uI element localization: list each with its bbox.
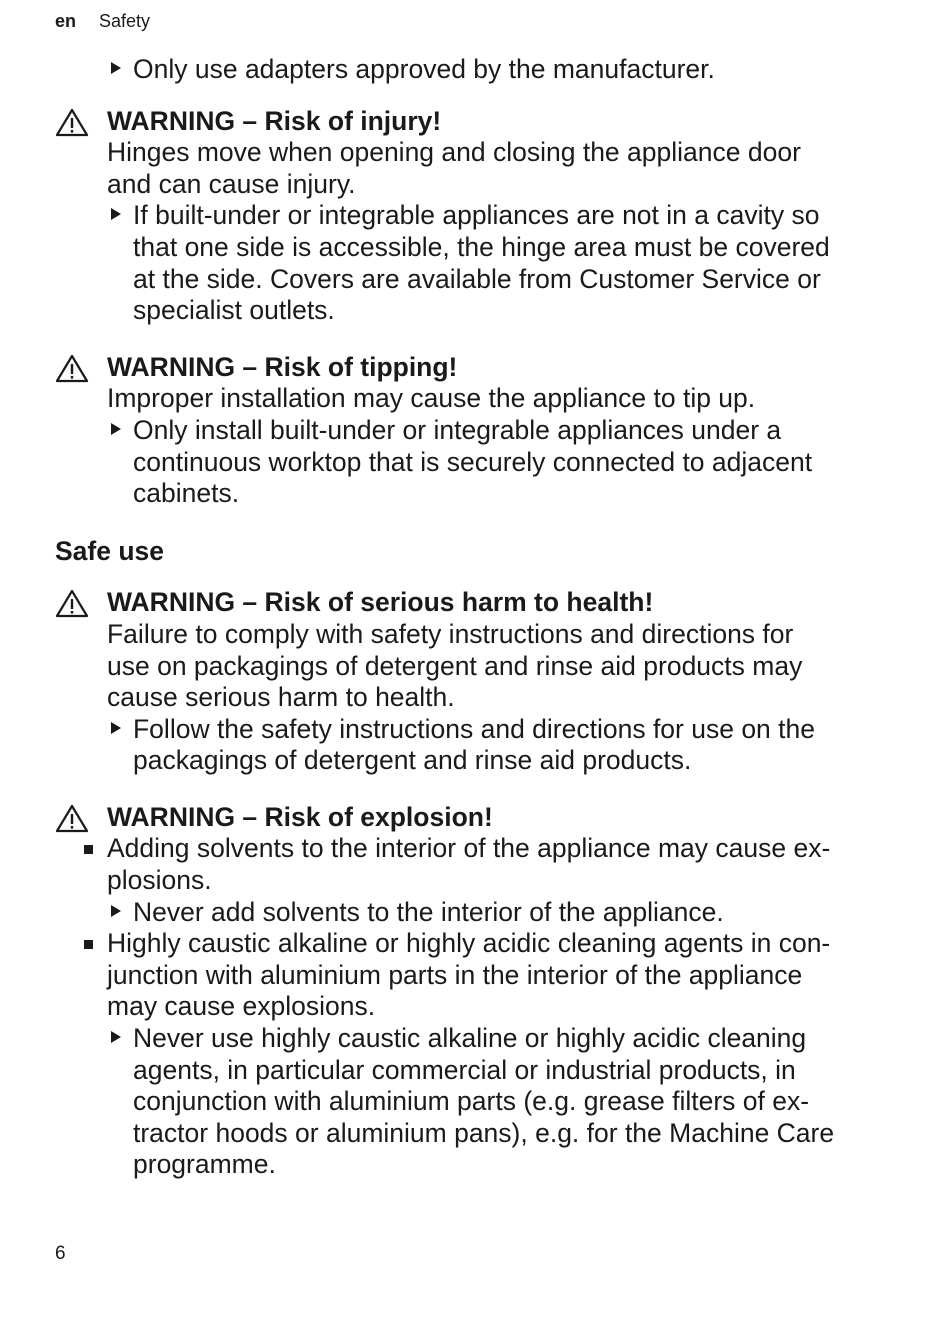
arrow-icon [111,1031,121,1043]
section-name: Safety [99,11,151,31]
page-number: 6 [55,1243,66,1264]
page-header [55,9,150,33]
instruction-step [55,54,900,86]
warning-text: Hinges move when opening and closing the appliance door and can cause injury. [107,137,801,199]
bullet-item: Highly caustic alkaline or highly acidic cleaning agents in con- junction with aluminium parts in the interior of the appliance may cause explosions. [55,928,900,1023]
arrow-icon [111,722,121,734]
arrow-icon [111,62,121,74]
document-body [55,54,900,1181]
instruction-step: Follow the safety instructions and directions for use on the packagings of detergent and rinse aid products. [107,714,900,777]
language-code: en [55,11,77,31]
warning-triangle-icon [55,107,89,137]
warning-triangle-icon [55,588,89,618]
bullet-square-icon [84,845,93,854]
bullet-square-icon [84,940,93,949]
arrow-icon [111,208,121,220]
warning-block [55,587,900,777]
section-heading: Safe use [55,535,165,566]
warning-body [55,383,900,509]
instruction-step: Only install built-under or integrable appliances under a continuous worktop that is securely connected to adjacent cabinets. [107,415,900,510]
warning-triangle-icon [55,353,89,383]
instruction-step: If built-under or integrable appliances are not in a cavity so that one side is accessible, the hinge area must be covered at the side. Covers are available from Customer Service or specialist outlets. [107,200,900,326]
instruction-step: Never add solvents to the interior of the appliance. [55,897,900,929]
warning-title: WARNING – Risk of serious harm to health! [55,587,900,619]
warning-block [55,802,900,1181]
warning-title: WARNING – Risk of injury! [55,106,900,138]
instruction-step: Never use highly caustic alkaline or highly acidic cleaning agents, in particular commercial or industrial products, in conjunction with aluminium parts (e.g. grease filters of ex- tractor hoods or aluminium pans), e.g. for the Machine Care programme. [55,1023,900,1181]
arrow-icon [111,423,121,435]
step-text: Only use adapters approved by the manufacturer. [133,54,715,84]
bullet-item: Adding solvents to the interior of the appliance may cause ex- plosions. [55,833,900,896]
arrow-icon [111,905,121,917]
warning-block [55,106,900,327]
warning-text: Improper installation may cause the appliance to tip up. [107,383,756,414]
warning-block [55,352,900,510]
warning-title: WARNING – Risk of tipping! [55,352,900,384]
warning-body [55,137,900,327]
warning-triangle-icon [55,803,89,833]
warning-title: WARNING – Risk of explosion! [55,802,900,834]
warning-body [55,619,900,777]
warning-text: Failure to comply with safety instructions and directions for use on packagings of detergent and rinse aid products may cause serious harm to health. [107,618,803,713]
